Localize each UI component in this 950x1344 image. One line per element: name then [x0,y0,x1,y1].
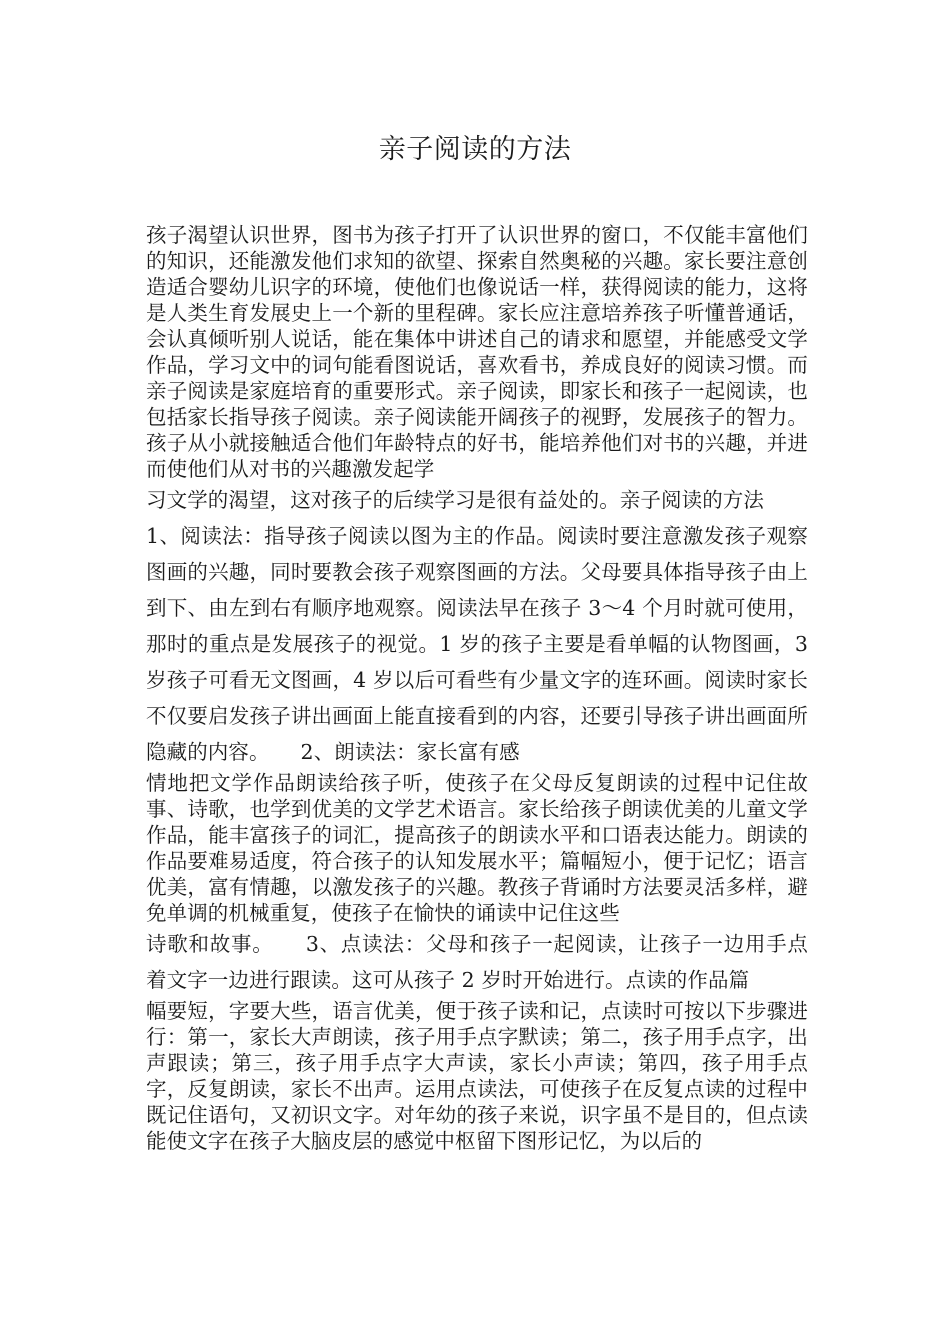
paragraph-intro: 孩子渴望认识世界，图书为孩子打开了认识世界的窗口，不仅能丰富他们的知识，还能激发他们求知的欲望、探索自然奥秘的兴趣。家长要注意创造适合婴幼儿识字的环境，使他们也像说话一样，获得阅读的能力，这将是人类生育发展史上一个新的里程碑。家长应注意培养孩子听懂普通话，会认真倾听别人说话，能在集体中讲述自己的请求和愿望，并能感受文学作品，学习文中的词句能看图说话，喜欢看书，养成良好的阅读习惯。而亲子阅读是家庭培育的重要形式。亲子阅读，即家长和孩子一起阅读，也包括家长指导孩子阅读。亲子阅读能开阔孩子的视野，发展孩子的智力。孩子从小就接触适合他们年龄特点的好书，能培养他们对书的兴趣，并进而使他们从对书的兴趣激发起学 [146,223,808,481]
paragraph-point-reading-steps: 幅要短，字要大些，语言优美，便于孩子读和记，点读时可按以下步骤进行：第一，家长大声朗读，孩子用手点字默读；第二，孩子用手点字，出声跟读；第三，孩子用手点字大声读，家长小声读；第四，孩子用手点字，反复朗读，家长不出声。运用点读法，可使孩子在反复点读的过程中既记住语句，又初识文字。对年幼的孩子来说，识字虽不是目的，但点读能使文字在孩子大脑皮层的感觉中枢留下图形记忆，为以后的 [146,999,808,1153]
paragraph-recitation-method: 情地把文学作品朗读给孩子听，使孩子在父母反复朗读的过程中记住故事、诗歌，也学到优美的文学艺术语言。家长给孩子朗读优美的儿童文学作品，能丰富孩子的词汇，提高孩子的朗读水平和口语表达能力。朗读的作品要难易适度，符合孩子的认知发展水平；篇幅短小，便于记忆；语言优美，富有情趣，以激发孩子的兴趣。教孩子背诵时方法要灵活多样，避免单调的机械重复，使孩子在愉快的诵读中记住这些 [146,771,808,925]
paragraph-intro-end: 习文学的渴望，这对孩子的后续学习是很有益处的。亲子阅读的方法 [146,488,764,512]
paragraph-reading-method: 1、阅读法：指导孩子阅读以图为主的作品。阅读时要注意激发孩子观察图画的兴趣，同时要教会孩子观察图画的方法。父母要具体指导孩子由上到下、由左到右有顺序地观察。阅读法早在孩子 3～4 个月时就可使用，那时的重点是发展孩子的视觉。1 岁的孩子主要是看单幅的认物图画，3 岁孩子可看无文图画，4 岁以后可看些有少量文字的连环画。阅读时家长不仅要启发孩子讲出画面上能直接看到的内容，还要引导孩子讲出画面所隐藏的内容。 2、朗读法：家长富有感 [146,524,808,764]
document-body [146,222,808,1154]
paragraph-point-reading-method: 诗歌和故事。 3、点读法：父母和孩子一起阅读，让孩子一边用手点着文字一边进行跟读。这可从孩子 2 岁时开始进行。点读的作品篇 [146,932,808,992]
page-title: 亲子阅读的方法 [378,134,572,165]
